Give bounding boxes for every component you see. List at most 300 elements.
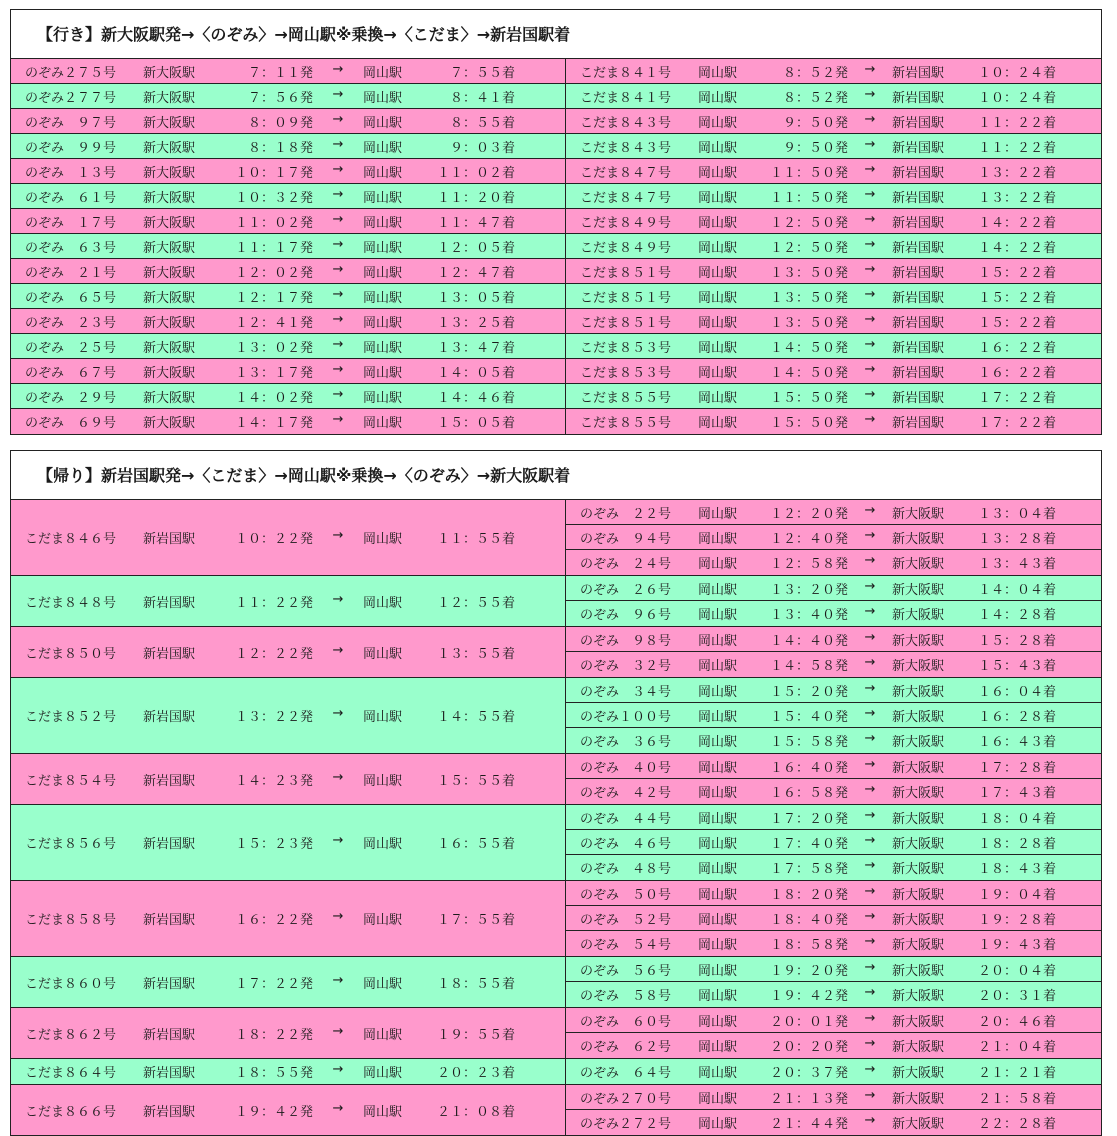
connection-line bbox=[566, 630, 1056, 649]
arrow: → bbox=[332, 972, 344, 988]
from-station: 新岩国駅 bbox=[143, 532, 196, 547]
kodama-cell bbox=[11, 1059, 566, 1084]
departure-time: ７：１１発 bbox=[247, 65, 313, 81]
from-station: 岡山駅 bbox=[698, 1117, 738, 1132]
to-station: 岡山駅 bbox=[363, 390, 403, 406]
departure-time: １４：５８発 bbox=[769, 659, 848, 674]
arrival-time: １９：２８着 bbox=[977, 912, 1056, 928]
arrow: → bbox=[332, 528, 344, 543]
to-station: 新岩国駅 bbox=[892, 190, 945, 206]
arrow: → bbox=[864, 136, 876, 152]
to-station: 岡山駅 bbox=[363, 290, 403, 306]
timetable-group bbox=[11, 678, 1101, 754]
from-station: 新大阪駅 bbox=[143, 290, 196, 306]
from-station: 新岩国駅 bbox=[143, 1066, 196, 1081]
train-name: のぞみ ６９号 bbox=[25, 416, 117, 431]
departure-time: １０：２２発 bbox=[234, 532, 313, 547]
departure-time: １４：０２発 bbox=[234, 390, 313, 406]
kodama-cell bbox=[566, 259, 1101, 283]
timetable-row bbox=[11, 84, 1101, 109]
timetable-row bbox=[11, 384, 1101, 409]
arrival-time: １５：２２着 bbox=[977, 315, 1056, 331]
arrival-time: １１：５５着 bbox=[436, 532, 515, 547]
kodama-cell bbox=[566, 184, 1101, 208]
departure-time: １５：２０発 bbox=[769, 684, 848, 700]
nozomi-cell bbox=[566, 576, 1101, 601]
arrival-time: １３：４３着 bbox=[977, 557, 1056, 572]
to-station: 岡山駅 bbox=[363, 140, 403, 156]
arrival-time: １２：５５着 bbox=[436, 595, 515, 611]
from-station: 岡山駅 bbox=[698, 90, 738, 106]
nozomi-connections bbox=[566, 805, 1101, 880]
nozomi-cell bbox=[11, 159, 566, 183]
from-station: 岡山駅 bbox=[698, 140, 738, 156]
arrow: → bbox=[864, 959, 876, 975]
departure-time: １３：４０発 bbox=[769, 608, 848, 623]
arrival-time: １３：４７着 bbox=[436, 340, 515, 356]
departure-time: １５：５８発 bbox=[769, 735, 848, 750]
connection-line bbox=[566, 162, 1056, 181]
to-station: 新大阪駅 bbox=[892, 989, 945, 1004]
train-name: のぞみ ３２号 bbox=[580, 659, 672, 674]
connection-line bbox=[566, 655, 1056, 674]
connection-line bbox=[566, 62, 1056, 81]
departure-time: １８：２２発 bbox=[234, 1027, 313, 1043]
departure-time: １３：５０発 bbox=[769, 265, 848, 281]
timetable-group bbox=[11, 957, 1101, 1008]
nozomi-cell bbox=[11, 209, 566, 233]
arrival-time: １６：０４着 bbox=[977, 684, 1056, 700]
departure-time: １３：０２発 bbox=[234, 340, 313, 356]
to-station: 新岩国駅 bbox=[892, 290, 945, 306]
train-name: のぞみ ６３号 bbox=[25, 240, 117, 256]
connection-line bbox=[566, 187, 1056, 206]
to-station: 新大阪駅 bbox=[892, 912, 945, 928]
arrow: → bbox=[864, 61, 876, 77]
connection-line bbox=[11, 973, 515, 992]
arrival-time: １５：５５着 bbox=[436, 773, 515, 789]
to-station: 新岩国駅 bbox=[892, 365, 945, 381]
departure-time: １２：５０発 bbox=[769, 240, 848, 256]
train-name: こだま８４３号 bbox=[580, 115, 672, 131]
nozomi-cell bbox=[11, 134, 566, 158]
arrival-time: １１：２０着 bbox=[436, 190, 515, 206]
connection-line bbox=[566, 1011, 1056, 1030]
departure-time: １２：４１発 bbox=[234, 315, 313, 331]
train-name: のぞみ ６１号 bbox=[25, 190, 117, 206]
kodama-cell bbox=[11, 754, 566, 804]
to-station: 岡山駅 bbox=[363, 215, 403, 231]
departure-time: １４：４０発 bbox=[769, 633, 848, 649]
nozomi-connections bbox=[566, 1085, 1101, 1135]
from-station: 岡山駅 bbox=[698, 760, 738, 776]
arrow: → bbox=[864, 412, 876, 427]
arrow: → bbox=[864, 756, 876, 772]
connection-line bbox=[11, 262, 515, 281]
connection-line bbox=[566, 312, 1056, 331]
departure-time: ８：０９発 bbox=[247, 115, 313, 131]
from-station: 新岩国駅 bbox=[143, 646, 196, 662]
to-station: 新岩国駅 bbox=[892, 265, 945, 281]
nozomi-cell bbox=[566, 855, 1101, 880]
from-station: 岡山駅 bbox=[698, 340, 738, 356]
from-station: 岡山駅 bbox=[698, 887, 738, 903]
connection-line bbox=[11, 337, 515, 356]
train-name: のぞみ ３６号 bbox=[580, 735, 672, 750]
from-station: 新大阪駅 bbox=[143, 365, 196, 381]
from-station: 新大阪駅 bbox=[143, 416, 196, 431]
nozomi-cell bbox=[566, 678, 1101, 703]
to-station: 新大阪駅 bbox=[892, 938, 945, 953]
from-station: 岡山駅 bbox=[698, 1066, 738, 1081]
arrival-time: ２１：０４着 bbox=[977, 1040, 1056, 1055]
arrow: → bbox=[864, 629, 876, 645]
nozomi-cell bbox=[566, 500, 1101, 525]
train-name: のぞみ １３号 bbox=[25, 165, 117, 181]
from-station: 岡山駅 bbox=[698, 709, 738, 725]
from-station: 岡山駅 bbox=[698, 633, 738, 649]
connection-line bbox=[11, 187, 515, 206]
arrival-time: １４：０４着 bbox=[977, 582, 1056, 598]
to-station: 岡山駅 bbox=[363, 165, 403, 181]
arrival-time: １５：２２着 bbox=[977, 265, 1056, 281]
connection-line bbox=[566, 757, 1056, 776]
departure-time: １１：０２発 bbox=[234, 215, 313, 231]
arrow: → bbox=[864, 236, 876, 252]
arrival-time: ９：０３着 bbox=[449, 140, 515, 156]
arrival-time: １６：２２着 bbox=[977, 340, 1056, 356]
timetable-group bbox=[11, 1059, 1101, 1085]
connection-line bbox=[566, 137, 1056, 156]
train-name: のぞみ ９９号 bbox=[25, 140, 117, 156]
departure-time: ２１：４４発 bbox=[769, 1117, 848, 1132]
departure-time: １５：４０発 bbox=[769, 709, 848, 725]
train-name: のぞみ１００号 bbox=[580, 709, 672, 725]
arrow: → bbox=[864, 858, 876, 873]
kodama-cell bbox=[11, 500, 566, 575]
from-station: 新大阪駅 bbox=[143, 390, 196, 406]
connection-line bbox=[11, 87, 515, 106]
departure-time: １０：３２発 bbox=[234, 190, 313, 206]
connection-line bbox=[566, 337, 1056, 356]
from-station: 新岩国駅 bbox=[143, 976, 196, 992]
from-station: 新大阪駅 bbox=[143, 265, 196, 281]
from-station: 新岩国駅 bbox=[143, 837, 196, 852]
train-name: のぞみ ４８号 bbox=[580, 862, 672, 877]
connection-line bbox=[566, 362, 1056, 381]
timetable-row bbox=[11, 209, 1101, 234]
arrival-time: １７：５５着 bbox=[436, 913, 515, 928]
nozomi-cell bbox=[566, 1110, 1101, 1135]
nozomi-cell bbox=[11, 84, 566, 108]
arrival-time: １３：２２着 bbox=[977, 190, 1056, 206]
connection-line bbox=[11, 137, 515, 156]
connection-line bbox=[566, 706, 1056, 725]
nozomi-cell bbox=[566, 957, 1101, 982]
nozomi-cell bbox=[566, 1085, 1101, 1110]
departure-time: １５：５０発 bbox=[769, 416, 848, 431]
departure-time: １３：１７発 bbox=[234, 365, 313, 381]
departure-time: １３：２２発 bbox=[234, 710, 313, 725]
nozomi-cell bbox=[11, 284, 566, 308]
from-station: 新岩国駅 bbox=[143, 773, 196, 789]
arrow: → bbox=[864, 336, 876, 352]
outbound-title: 【行き】新大阪駅発→〈のぞみ〉→岡山駅※乗換→〈こだま〉→新岩国駅着 bbox=[11, 10, 1101, 59]
arrow: → bbox=[864, 934, 876, 949]
departure-time: １９：２０発 bbox=[769, 963, 848, 979]
arrival-time: １２：４７着 bbox=[436, 265, 515, 281]
arrow: → bbox=[864, 578, 876, 594]
train-name: こだま８６０号 bbox=[25, 976, 117, 992]
train-name: のぞみ ２２号 bbox=[580, 506, 672, 522]
nozomi-cell bbox=[11, 59, 566, 83]
to-station: 岡山駅 bbox=[363, 1104, 403, 1120]
arrow: → bbox=[864, 1036, 876, 1051]
connection-line bbox=[566, 1113, 1056, 1132]
train-name: こだま８４８号 bbox=[25, 595, 117, 611]
departure-time: １６：２２発 bbox=[234, 913, 313, 928]
from-station: 新大阪駅 bbox=[143, 340, 196, 356]
connection-line bbox=[566, 909, 1056, 928]
from-station: 岡山駅 bbox=[698, 786, 738, 801]
to-station: 岡山駅 bbox=[363, 115, 403, 131]
train-name: のぞみ ４６号 bbox=[580, 836, 672, 852]
kodama-cell bbox=[11, 678, 566, 753]
nozomi-connections bbox=[566, 500, 1101, 575]
arrival-time: ８：４１着 bbox=[449, 90, 515, 106]
nozomi-connections bbox=[566, 754, 1101, 804]
from-station: 岡山駅 bbox=[698, 557, 738, 572]
train-name: こだま８４９号 bbox=[580, 215, 672, 231]
to-station: 新大阪駅 bbox=[892, 1040, 945, 1055]
nozomi-cell bbox=[11, 309, 566, 333]
departure-time: １３：５０発 bbox=[769, 290, 848, 306]
arrival-time: １６：２８着 bbox=[977, 709, 1056, 725]
from-station: 岡山駅 bbox=[698, 390, 738, 406]
arrow: → bbox=[332, 642, 344, 658]
arrival-time: １６：２２着 bbox=[977, 365, 1056, 381]
timetable-row bbox=[11, 59, 1101, 84]
from-station: 岡山駅 bbox=[698, 531, 738, 547]
connection-line bbox=[566, 528, 1056, 547]
arrow: → bbox=[864, 680, 876, 696]
departure-time: ９：５０発 bbox=[782, 140, 848, 156]
arrival-time: １６：５５着 bbox=[436, 837, 515, 852]
departure-time: １７：２０発 bbox=[769, 811, 848, 827]
arrow: → bbox=[864, 286, 876, 302]
to-station: 新大阪駅 bbox=[892, 608, 945, 623]
departure-time: ７：５６発 bbox=[247, 90, 313, 106]
connection-line bbox=[11, 1101, 515, 1120]
arrival-time: １３：２２着 bbox=[977, 165, 1056, 181]
arrival-time: １９：０４着 bbox=[977, 887, 1056, 903]
from-station: 岡山駅 bbox=[698, 684, 738, 700]
connection-line bbox=[11, 112, 515, 131]
kodama-cell bbox=[566, 309, 1101, 333]
arrow: → bbox=[864, 1113, 876, 1128]
from-station: 岡山駅 bbox=[698, 1040, 738, 1055]
arrival-time: １２：０５着 bbox=[436, 240, 515, 256]
train-name: のぞみ ５４号 bbox=[580, 938, 672, 953]
to-station: 新大阪駅 bbox=[892, 506, 945, 522]
arrow: → bbox=[864, 86, 876, 102]
arrival-time: ２０：４６着 bbox=[977, 1014, 1056, 1030]
nozomi-cell bbox=[566, 652, 1101, 677]
arrow: → bbox=[864, 807, 876, 823]
connection-line bbox=[11, 287, 515, 306]
nozomi-cell bbox=[566, 779, 1101, 804]
train-name: のぞみ２７０号 bbox=[580, 1091, 672, 1107]
arrow: → bbox=[864, 261, 876, 277]
train-name: こだま８５３号 bbox=[580, 365, 672, 381]
arrow: → bbox=[332, 211, 344, 227]
from-station: 岡山駅 bbox=[698, 735, 738, 750]
departure-time: １２：５０発 bbox=[769, 215, 848, 231]
arrow: → bbox=[332, 236, 344, 252]
connection-line bbox=[11, 162, 515, 181]
arrival-time: １４：５５着 bbox=[436, 710, 515, 725]
to-station: 岡山駅 bbox=[363, 240, 403, 256]
arrow: → bbox=[332, 86, 344, 102]
connection-line bbox=[11, 412, 515, 431]
to-station: 新大阪駅 bbox=[892, 760, 945, 776]
outbound-rows bbox=[11, 59, 1101, 434]
from-station: 新岩国駅 bbox=[143, 1027, 196, 1043]
connection-line bbox=[566, 808, 1056, 827]
arrow: → bbox=[864, 705, 876, 721]
arrival-time: １３：２５着 bbox=[436, 315, 515, 331]
to-station: 新大阪駅 bbox=[892, 963, 945, 979]
from-station: 新大阪駅 bbox=[143, 165, 196, 181]
connection-line bbox=[566, 212, 1056, 231]
train-name: こだま８４６号 bbox=[25, 532, 117, 547]
arrow: → bbox=[332, 1062, 344, 1077]
arrow: → bbox=[864, 553, 876, 568]
to-station: 岡山駅 bbox=[363, 595, 403, 611]
arrival-time: １８：５５着 bbox=[436, 976, 515, 992]
to-station: 新大阪駅 bbox=[892, 735, 945, 750]
return-title: 【帰り】新岩国駅発→〈こだま〉→岡山駅※乗換→〈のぞみ〉→新大阪駅着 bbox=[11, 451, 1101, 500]
train-name: のぞみ ２１号 bbox=[25, 265, 117, 281]
from-station: 新岩国駅 bbox=[143, 595, 196, 611]
train-name: こだま８５１号 bbox=[580, 315, 672, 331]
connection-line bbox=[566, 1088, 1056, 1107]
nozomi-cell bbox=[566, 931, 1101, 956]
nozomi-cell bbox=[566, 1059, 1101, 1084]
return-timetable bbox=[10, 450, 1102, 1136]
nozomi-cell bbox=[566, 525, 1101, 550]
to-station: 岡山駅 bbox=[363, 1027, 403, 1043]
connection-line bbox=[11, 312, 515, 331]
departure-time: １７：５８発 bbox=[769, 862, 848, 877]
to-station: 新岩国駅 bbox=[892, 165, 945, 181]
nozomi-connections bbox=[566, 1059, 1101, 1084]
to-station: 新大阪駅 bbox=[892, 1014, 945, 1030]
train-name: こだま８５３号 bbox=[580, 340, 672, 356]
nozomi-cell bbox=[566, 754, 1101, 779]
train-name: こだま８４７号 bbox=[580, 190, 672, 206]
from-station: 新大阪駅 bbox=[143, 140, 196, 156]
connection-line bbox=[566, 960, 1056, 979]
arrival-time: １５：０５着 bbox=[436, 416, 515, 431]
arrow: → bbox=[864, 361, 876, 377]
from-station: 岡山駅 bbox=[698, 65, 738, 81]
outbound-timetable bbox=[10, 9, 1102, 435]
timetable-group bbox=[11, 1085, 1101, 1135]
connection-line bbox=[566, 1036, 1056, 1055]
train-name: のぞみ ３４号 bbox=[580, 684, 672, 700]
nozomi-cell bbox=[11, 259, 566, 283]
timetable-group bbox=[11, 500, 1101, 576]
to-station: 岡山駅 bbox=[363, 365, 403, 381]
train-name: のぞみ ６４号 bbox=[580, 1066, 672, 1081]
departure-time: １３：２０発 bbox=[769, 582, 848, 598]
departure-time: １２：１７発 bbox=[234, 290, 313, 306]
departure-time: ９：５０発 bbox=[782, 115, 848, 131]
timetable-group bbox=[11, 576, 1101, 627]
to-station: 新大阪駅 bbox=[892, 887, 945, 903]
train-name: こだま８５０号 bbox=[25, 646, 117, 662]
train-name: こだま８４１号 bbox=[580, 90, 672, 106]
arrival-time: １３：２８着 bbox=[977, 531, 1056, 547]
return-groups bbox=[11, 500, 1101, 1135]
departure-time: １４：１７発 bbox=[234, 416, 313, 431]
from-station: 岡山駅 bbox=[698, 963, 738, 979]
train-name: のぞみ ６５号 bbox=[25, 290, 117, 306]
to-station: 新大阪駅 bbox=[892, 633, 945, 649]
connection-line bbox=[11, 212, 515, 231]
train-name: のぞみ ２５号 bbox=[25, 340, 117, 356]
connection-line bbox=[566, 934, 1056, 953]
kodama-cell bbox=[566, 359, 1101, 383]
arrow: → bbox=[332, 61, 344, 77]
from-station: 岡山駅 bbox=[698, 608, 738, 623]
connection-line bbox=[566, 387, 1056, 406]
kodama-cell bbox=[566, 134, 1101, 158]
train-name: のぞみ １７号 bbox=[25, 215, 117, 231]
timetable-group bbox=[11, 805, 1101, 881]
from-station: 岡山駅 bbox=[698, 290, 738, 306]
arrow: → bbox=[864, 527, 876, 543]
connection-line bbox=[11, 362, 515, 381]
departure-time: １４：５０発 bbox=[769, 340, 848, 356]
from-station: 新大阪駅 bbox=[143, 90, 196, 106]
from-station: 岡山駅 bbox=[698, 659, 738, 674]
train-name: のぞみ ２３号 bbox=[25, 315, 117, 331]
nozomi-cell bbox=[566, 830, 1101, 855]
timetable-group bbox=[11, 627, 1101, 678]
connection-line bbox=[11, 387, 515, 406]
arrival-time: １５：２８着 bbox=[977, 633, 1056, 649]
to-station: 新岩国駅 bbox=[892, 240, 945, 256]
arrival-time: ２０：２３着 bbox=[436, 1066, 515, 1081]
to-station: 新大阪駅 bbox=[892, 557, 945, 572]
train-name: のぞみ ９４号 bbox=[580, 531, 672, 547]
to-station: 岡山駅 bbox=[363, 90, 403, 106]
departure-time: ２０：２０発 bbox=[769, 1040, 848, 1055]
train-name: こだま８５４号 bbox=[25, 773, 117, 789]
to-station: 岡山駅 bbox=[363, 265, 403, 281]
connection-line bbox=[566, 87, 1056, 106]
arrival-time: １４：２８着 bbox=[977, 608, 1056, 623]
arrow: → bbox=[332, 386, 344, 402]
departure-time: １８：５８発 bbox=[769, 938, 848, 953]
nozomi-cell bbox=[11, 384, 566, 408]
timetable-group bbox=[11, 1008, 1101, 1059]
from-station: 新岩国駅 bbox=[143, 710, 196, 725]
train-name: こだま８５５号 bbox=[580, 390, 672, 406]
arrival-time: ２１：５８着 bbox=[977, 1091, 1056, 1107]
